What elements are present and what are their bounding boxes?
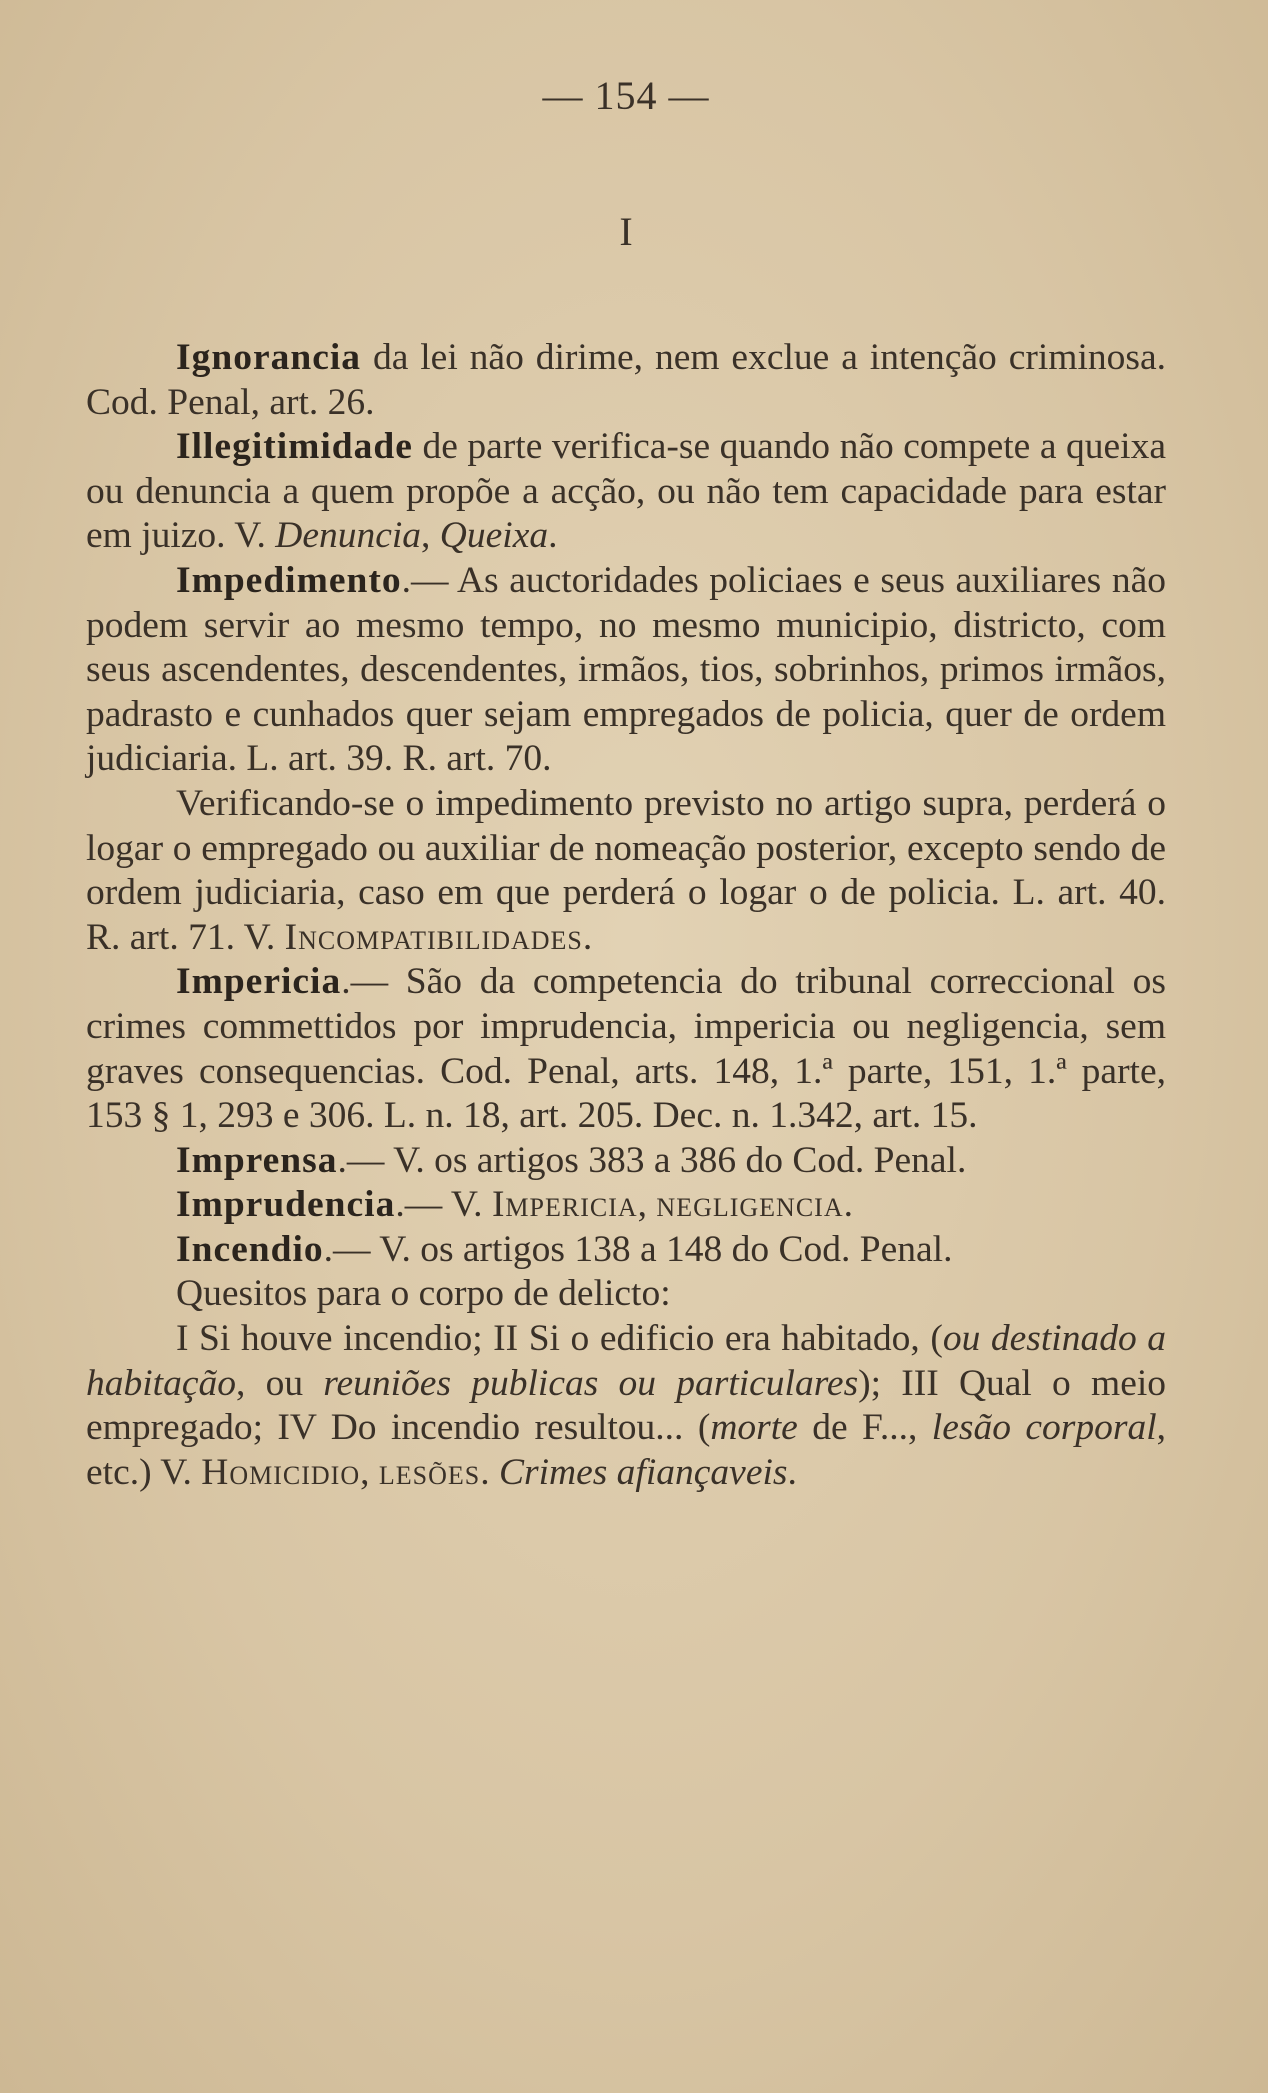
entry-incendio-quesitos-intro <box>86 1272 1166 1317</box>
entry-text: de parte verifica-se quando não compete a queixa ou denuncia a quem propõe a acção, ou não tem capacidade para estar em juizo. V. <box>86 426 1166 557</box>
entry-text: .— V. os artigos 138 a 148 do Cod. Penal. <box>323 1228 953 1270</box>
separator: , <box>360 1451 379 1493</box>
entry-impedimento-continued <box>86 782 1166 960</box>
cross-reference: Incompatibilidades <box>284 916 583 958</box>
entry-text: de F..., <box>797 1407 932 1449</box>
entry-text: I Si houve incendio; II Si o edificio era habitado, ( <box>176 1318 943 1360</box>
entry-text: , ou <box>235 1362 324 1404</box>
separator: , <box>421 515 440 557</box>
cross-reference: lesões <box>378 1451 481 1493</box>
cross-reference: Impericia <box>491 1184 638 1226</box>
entry-imprudencia <box>86 1183 1166 1228</box>
cross-reference: Queixa <box>439 515 549 557</box>
entry-text: .— V. <box>395 1184 492 1226</box>
entry-illegitimidade <box>86 425 1166 559</box>
headword: Impedimento <box>176 559 402 601</box>
entry-imprensa <box>86 1139 1166 1184</box>
entry-text: .— São da competencia do tribunal correccional os crimes commettidos por imprudencia, impericia ou negligencia, sem graves consequencias. Cod. Penal, arts. 148, 1.ª parte, 151, 1.ª parte, 153 § 1, 293 e 306. L. n. 18, art. 205. Dec. n. 1.342, art. 15. <box>86 961 1166 1137</box>
entry-ignorancia <box>86 336 1166 425</box>
entry-text: Quesitos para o corpo de delicto: <box>176 1273 671 1315</box>
headword: Ignorancia <box>176 337 362 378</box>
entry-text: da lei não dirime, nem exclue a intenção criminosa. Cod. Penal, art. 26. <box>86 337 1166 423</box>
cross-reference: Homicidio <box>201 1451 361 1493</box>
entry-incendio <box>86 1228 1166 1273</box>
entry-text: .— As auctoridades policiaes e seus auxiliares não podem servir ao mesmo tempo, no mesmo municipio, districto, com seus ascendentes, descendentes, irmãos, tios, sobrinhos, primos irmãos, padrasto e cunhados quer sejam empregados de policia, quer de ordem judiciaria. L. art. 39. R. art. 70. <box>86 559 1166 780</box>
dictionary-entries <box>86 336 1166 1495</box>
section-letter: I <box>619 209 633 254</box>
separator: , <box>637 1184 657 1226</box>
punctuation: . <box>548 515 558 557</box>
cross-reference: Crimes afiançaveis <box>498 1451 788 1493</box>
entry-incendio-quesitos <box>86 1317 1166 1495</box>
headword: Incendio <box>176 1228 324 1270</box>
italic-text: reuniões publicas ou particulares <box>323 1362 859 1404</box>
punctuation: . <box>787 1451 797 1493</box>
headword: Impericia <box>176 961 342 1003</box>
italic-text: ou destinado a habitação <box>86 1318 1166 1404</box>
entry-text: , etc.) V. <box>86 1407 1166 1493</box>
entry-text: Verificando-se o impedimento previsto no artigo supra, perderá o logar o empregado ou auxiliar de nomeação posterior, excepto sendo de ordem judiciaria, caso em que perderá o logar o de policia. L. art. 40. R. art. 71. V. <box>86 782 1166 958</box>
headword: Imprudencia <box>176 1184 396 1226</box>
page-number: — 154 — <box>542 73 710 118</box>
italic-text: morte <box>710 1407 798 1449</box>
separator: . <box>480 1451 499 1493</box>
entry-impedimento <box>86 559 1166 782</box>
punctuation: . <box>582 916 593 958</box>
punctuation: . <box>843 1184 853 1226</box>
entry-text: .— V. os artigos 383 a 386 do Cod. Penal. <box>337 1139 967 1181</box>
entry-text: ); III Qual o meio empregado; IV Do incendio resultou... ( <box>86 1362 1167 1449</box>
cross-reference: Denuncia <box>275 515 422 557</box>
headword: Imprensa <box>176 1139 338 1181</box>
entry-impericia <box>86 960 1166 1138</box>
cross-reference: negligencia <box>656 1184 844 1226</box>
italic-text: lesão corporal <box>931 1407 1157 1449</box>
headword: Illegitimidade <box>176 426 413 468</box>
